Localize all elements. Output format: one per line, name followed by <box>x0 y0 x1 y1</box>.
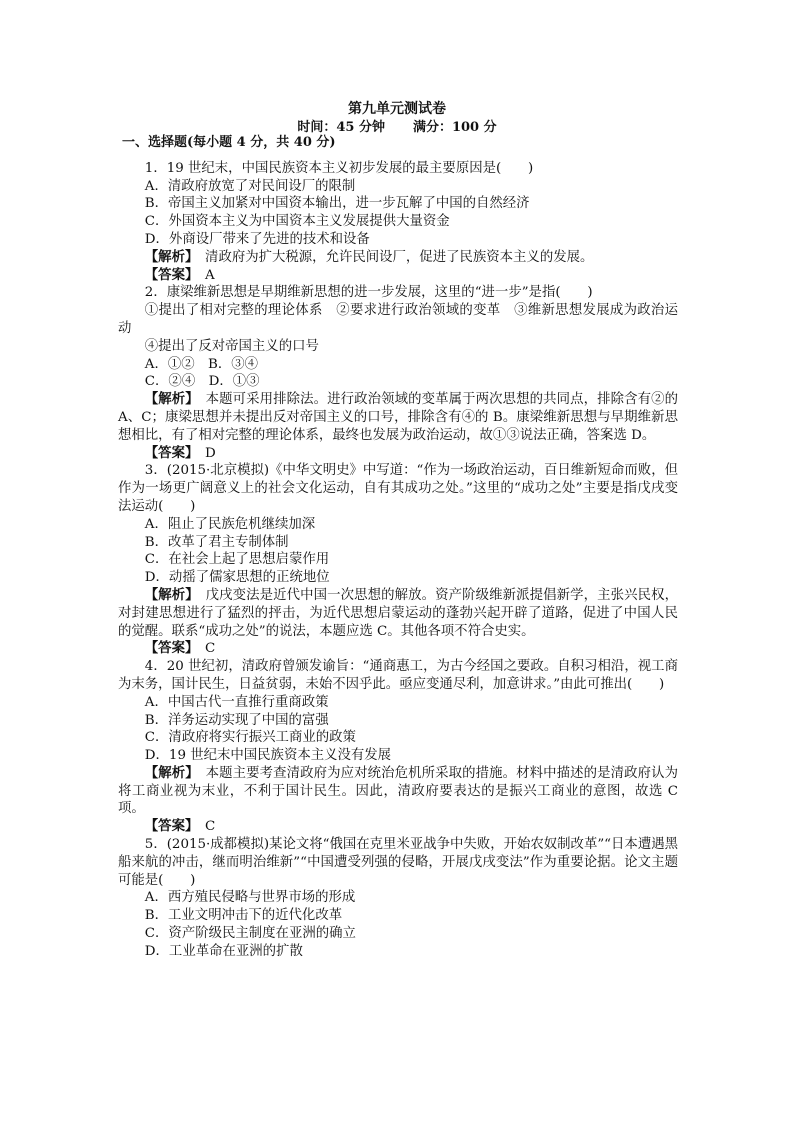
question-2-items-1: ①提出了相对完整的理论体系 ②要求进行政治领域的变革 ③维新思想发展成为政治运动 <box>118 303 678 336</box>
question-3-option-c: C．在社会上起了思想启蒙作用 <box>144 552 330 568</box>
question-5-stem: 5．(2015·成都模拟)某论文将“俄国在克里米亚战争中失败，开始农奴制改革”“日本遭遇黑船来航的冲击，继而明治维新”“中国遭受列强的侵略，开展戊戌变法”作为重要论据。论文主题可能是( ) <box>118 837 678 888</box>
question-4-answer <box>118 818 678 836</box>
question-3-analysis <box>118 587 678 640</box>
question-1-stem: 1．19 世纪末，中国民族资本主义初步发展的最主要原因是( ) <box>144 160 534 176</box>
analysis-text: 戊戌变法是近代中国一次思想的解放。资产阶级维新派提倡新学，主张兴民权，对封建思想进行了猛烈的抨击，为近代思想启蒙运动的蓬勃兴起开辟了道路，促进了中国人民的觉醒。联系“成功之处”的说法，本题应选 C。其他各项不符合史实。 <box>118 587 678 639</box>
question-1-option-b: B．帝国主义加紧对中国资本输出，进一步瓦解了中国的自然经济 <box>144 196 530 212</box>
answer-label: 【答案】 <box>144 266 192 283</box>
question-1-option-a: A．清政府放宽了对民间设厂的限制 <box>144 178 356 194</box>
question-5-option-a: A．西方殖民侵略与世界市场的形成 <box>144 890 356 906</box>
exam-score: 满分：100 分 <box>412 120 497 135</box>
exam-meta <box>0 116 794 135</box>
question-3-option-d: D．动摇了儒家思想的正统地位 <box>144 570 330 586</box>
answer-text: D <box>191 445 216 461</box>
question-3-option-a: A．阻止了民族危机继续加深 <box>144 516 316 532</box>
question-2-items-2: ④提出了反对帝国主义的口号 <box>144 338 319 354</box>
analysis-label: 【解析】 <box>144 586 193 603</box>
analysis-label: 【解析】 <box>144 764 193 781</box>
analysis-text: 本题可采用排除法。进行政治领域的变革属于两次思想的共同点，排除含有②的 A、C；康梁思想并未提出反对帝国主义的口号，排除含有④的 B。康梁维新思想与早期维新思想相比，有了相对完整的理论体系，最终也发展为政治运动，故①③说法正确，答案选 D。 <box>118 392 678 443</box>
question-4-option-b: B．洋务运动实现了中国的富强 <box>144 712 329 728</box>
analysis-label: 【解析】 <box>144 391 193 408</box>
question-1-option-c: C．外国资本主义为中国资本主义发展提供大量资金 <box>144 214 450 230</box>
question-4-stem: 4．20 世纪初，清政府曾颁发谕旨：“通商惠工，为古今经国之要政。自积习相沿，视工商为末务，国计民生，日益贫弱，未始不因乎此。亟应变通尽利，加意讲求。”由此可推出( ) <box>118 659 678 692</box>
answer-label: 【答案】 <box>144 640 192 657</box>
analysis-text: 本题主要考查清政府为应对统治危机所采取的措施。材料中描述的是清政府认为将工商业视为末业，不利于国计民生。因此，清政府要表达的是振兴工商业的意图，故选 C 项。 <box>118 765 678 817</box>
question-4-option-c: C．清政府将实行振兴工商业的政策 <box>144 730 356 746</box>
question-2-analysis <box>118 391 678 444</box>
question-5-option-d: D．工业革命在亚洲的扩散 <box>144 943 303 959</box>
question-2-options-cd: C．②④ D．①③ <box>144 374 260 390</box>
question-4-analysis <box>118 765 678 818</box>
exam-body <box>118 134 678 961</box>
question-4-option-d: D．19 世纪末中国民族资本主义没有发展 <box>144 748 392 764</box>
question-2-options-ab: A．①② B．③④ <box>144 356 259 372</box>
question-2-answer <box>118 445 678 463</box>
exam-time: 时间：45 分钟 <box>297 120 385 135</box>
answer-text: A <box>191 267 215 283</box>
answer-text: C <box>191 819 216 835</box>
question-1-answer <box>118 267 678 285</box>
answer-label: 【答案】 <box>144 818 192 835</box>
question-3-stem: 3．(2015·北京模拟)《中华文明史》中写道：“作为一场政治运动，百日维新短命而败，但作为一场更广阔意义上的社会文化运动，自有其成功之处。”这里的“成功之处”主要是指戊戌变法运动( ) <box>118 463 678 514</box>
question-3-option-b: B．改革了君主专制体制 <box>144 534 289 550</box>
question-2-stem: 2．康梁维新思想是早期维新思想的进一步发展，这里的“进一步”是指( ) <box>144 285 593 301</box>
analysis-text: 清政府为扩大税源，允许民间设厂，促进了民族资本主义的发展。 <box>191 249 594 265</box>
question-3-answer <box>118 640 678 658</box>
question-1-option-d: D．外商设厂带来了先进的技术和设备 <box>144 231 370 247</box>
question-5-option-c: C．资产阶级民主制度在亚洲的确立 <box>144 926 356 942</box>
answer-label: 【答案】 <box>144 444 192 461</box>
section-heading: 一、选择题(每小题 4 分，共 40 分) <box>122 135 336 150</box>
question-5-option-b: B．工业文明冲击下的近代化改革 <box>144 908 343 924</box>
page-title: 第九单元测试卷 <box>348 101 446 117</box>
analysis-label: 【解析】 <box>144 248 192 265</box>
answer-text: C <box>191 641 216 657</box>
question-1-analysis <box>118 249 678 267</box>
question-4-option-a: A．中国古代一直推行重商政策 <box>144 694 329 710</box>
